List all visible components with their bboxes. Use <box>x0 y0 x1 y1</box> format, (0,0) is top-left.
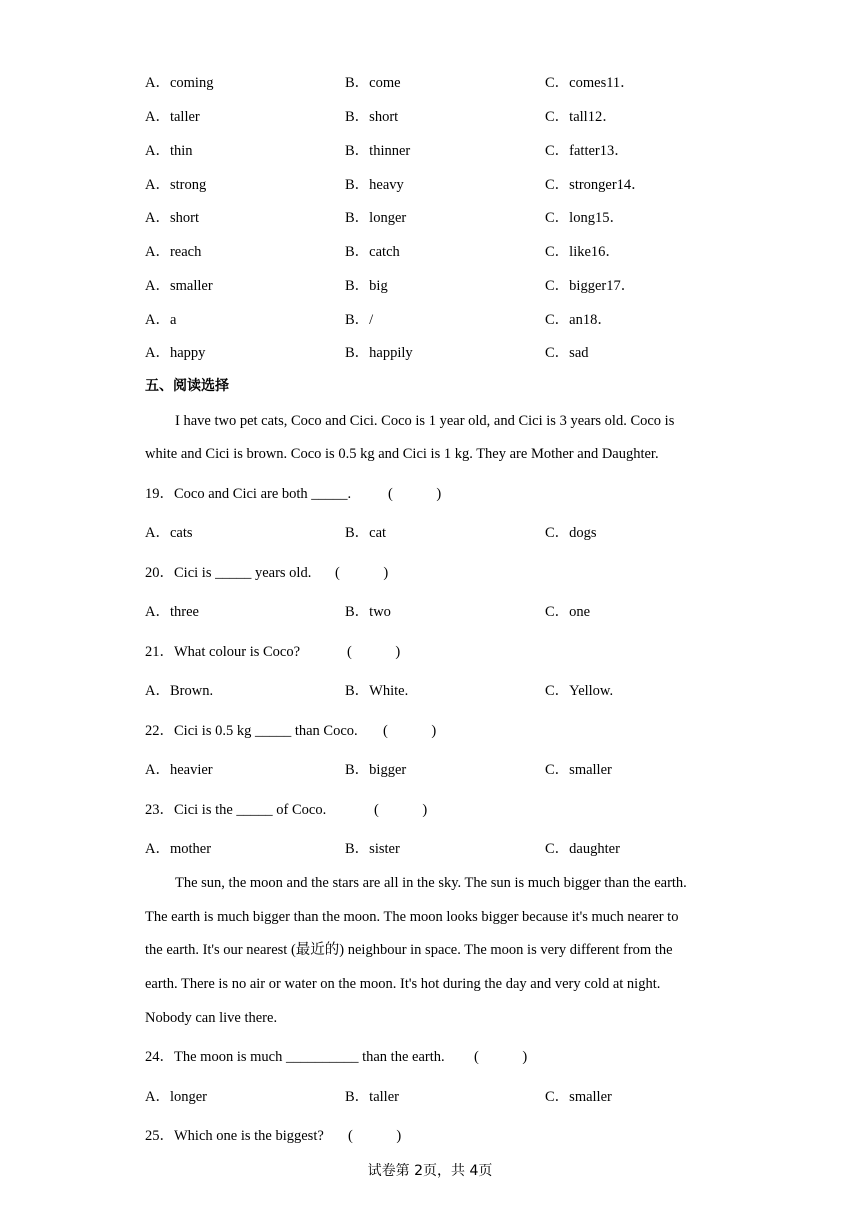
option-row <box>145 241 745 263</box>
option-a[interactable]: A．longer <box>145 1089 208 1105</box>
question-text: 24．The moon is much __________ than the earth. <box>145 1049 445 1065</box>
option-b[interactable]: B．come <box>345 75 401 91</box>
option-a[interactable]: A．Brown. <box>145 683 214 699</box>
option-row <box>145 601 745 623</box>
passage-line: I have two pet cats, Coco and Cici. Coco is 1 year old, and Cici is 3 years old. Coco is <box>175 413 675 429</box>
option-a[interactable]: A．mother <box>145 841 212 857</box>
option-c[interactable]: C．stronger14． <box>545 177 646 193</box>
option-c[interactable]: C．Yellow. <box>545 683 614 699</box>
option-c[interactable]: C．smaller <box>545 1089 612 1105</box>
option-a[interactable]: A．reach <box>145 244 202 260</box>
option-a[interactable]: A．coming <box>145 75 214 91</box>
option-b[interactable]: B．happily <box>345 345 413 361</box>
option-a[interactable]: A．thin <box>145 143 193 159</box>
option-c[interactable]: C．long15． <box>545 210 624 226</box>
passage-line: the earth. It's our nearest (最近的) neighbour in space. The moon is very different from the <box>145 942 673 958</box>
option-row <box>145 759 745 781</box>
answer-blank[interactable]: ( ) <box>347 644 401 660</box>
option-row <box>145 72 745 94</box>
answer-blank[interactable]: ( ) <box>388 486 442 502</box>
option-b[interactable]: B．longer <box>345 210 407 226</box>
option-row <box>145 1086 745 1108</box>
answer-blank[interactable]: ( ) <box>374 802 428 818</box>
question-text: 22．Cici is 0.5 kg _____ than Coco. <box>145 723 358 739</box>
option-b[interactable]: B．catch <box>345 244 400 260</box>
option-a[interactable]: A．three <box>145 604 199 620</box>
section-heading: 五、阅读选择 <box>145 378 229 394</box>
option-row <box>145 342 745 364</box>
passage-line: Nobody can live there. <box>145 1010 278 1026</box>
question-text: 23．Cici is the _____ of Coco. <box>145 802 327 818</box>
option-row <box>145 140 745 162</box>
option-c[interactable]: C．fatter13． <box>545 143 629 159</box>
option-a[interactable]: A．heavier <box>145 762 213 778</box>
answer-blank[interactable]: ( ) <box>335 565 389 581</box>
option-b[interactable]: B．short <box>345 109 399 125</box>
option-b[interactable]: B．two <box>345 604 391 620</box>
option-b[interactable]: B．/ <box>345 312 374 328</box>
option-b[interactable]: B．thinner <box>345 143 411 159</box>
option-a[interactable]: A．a <box>145 312 177 328</box>
option-a[interactable]: A．happy <box>145 345 206 361</box>
option-row <box>145 838 745 860</box>
answer-blank[interactable]: ( ) <box>348 1128 402 1144</box>
option-a[interactable]: A．taller <box>145 109 200 125</box>
option-c[interactable]: C．bigger17． <box>545 278 636 294</box>
passage-line: earth. There is no air or water on the moon. It's hot during the day and very cold at night. <box>145 976 661 992</box>
page-footer: 试卷第 2页，共 4页 <box>367 1163 493 1179</box>
option-c[interactable]: C．daughter <box>545 841 620 857</box>
option-row <box>145 106 745 128</box>
option-b[interactable]: B．big <box>345 278 388 294</box>
passage-line: The sun, the moon and the stars are all in the sky. The sun is much bigger than the earth. <box>175 875 687 891</box>
question-text: 21．What colour is Coco? <box>145 644 301 660</box>
answer-blank[interactable]: ( ) <box>383 723 437 739</box>
answer-blank[interactable]: ( ) <box>474 1049 528 1065</box>
question-text: 19．Coco and Cici are both _____. <box>145 486 352 502</box>
passage-line: The earth is much bigger than the moon. The moon looks bigger because it's much nearer to <box>145 909 679 925</box>
option-row <box>145 207 745 229</box>
option-c[interactable]: C．an18． <box>545 312 612 328</box>
option-row <box>145 680 745 702</box>
option-c[interactable]: C．comes11． <box>545 75 635 91</box>
option-row <box>145 309 745 331</box>
option-c[interactable]: C．tall12． <box>545 109 617 125</box>
question-text: 25．Which one is the biggest? <box>145 1128 324 1144</box>
option-row <box>145 522 745 544</box>
option-row <box>145 275 745 297</box>
passage-line: white and Cici is brown. Coco is 0.5 kg and Cici is 1 kg. They are Mother and Daughter. <box>145 446 659 462</box>
option-c[interactable]: C．dogs <box>545 525 597 541</box>
option-a[interactable]: A．strong <box>145 177 207 193</box>
option-b[interactable]: B．sister <box>345 841 400 857</box>
option-c[interactable]: C．smaller <box>545 762 612 778</box>
option-c[interactable]: C．one <box>545 604 591 620</box>
option-b[interactable]: B．heavy <box>345 177 404 193</box>
option-a[interactable]: A．short <box>145 210 199 226</box>
option-c[interactable]: C．like16． <box>545 244 620 260</box>
option-a[interactable]: A．cats <box>145 525 193 541</box>
option-b[interactable]: B．White. <box>345 683 409 699</box>
option-row <box>145 174 745 196</box>
option-b[interactable]: B．cat <box>345 525 387 541</box>
option-b[interactable]: B．bigger <box>345 762 407 778</box>
question-text: 20．Cici is _____ years old. <box>145 565 312 581</box>
option-c[interactable]: C．sad <box>545 345 589 361</box>
option-a[interactable]: A．smaller <box>145 278 213 294</box>
option-b[interactable]: B．taller <box>345 1089 399 1105</box>
